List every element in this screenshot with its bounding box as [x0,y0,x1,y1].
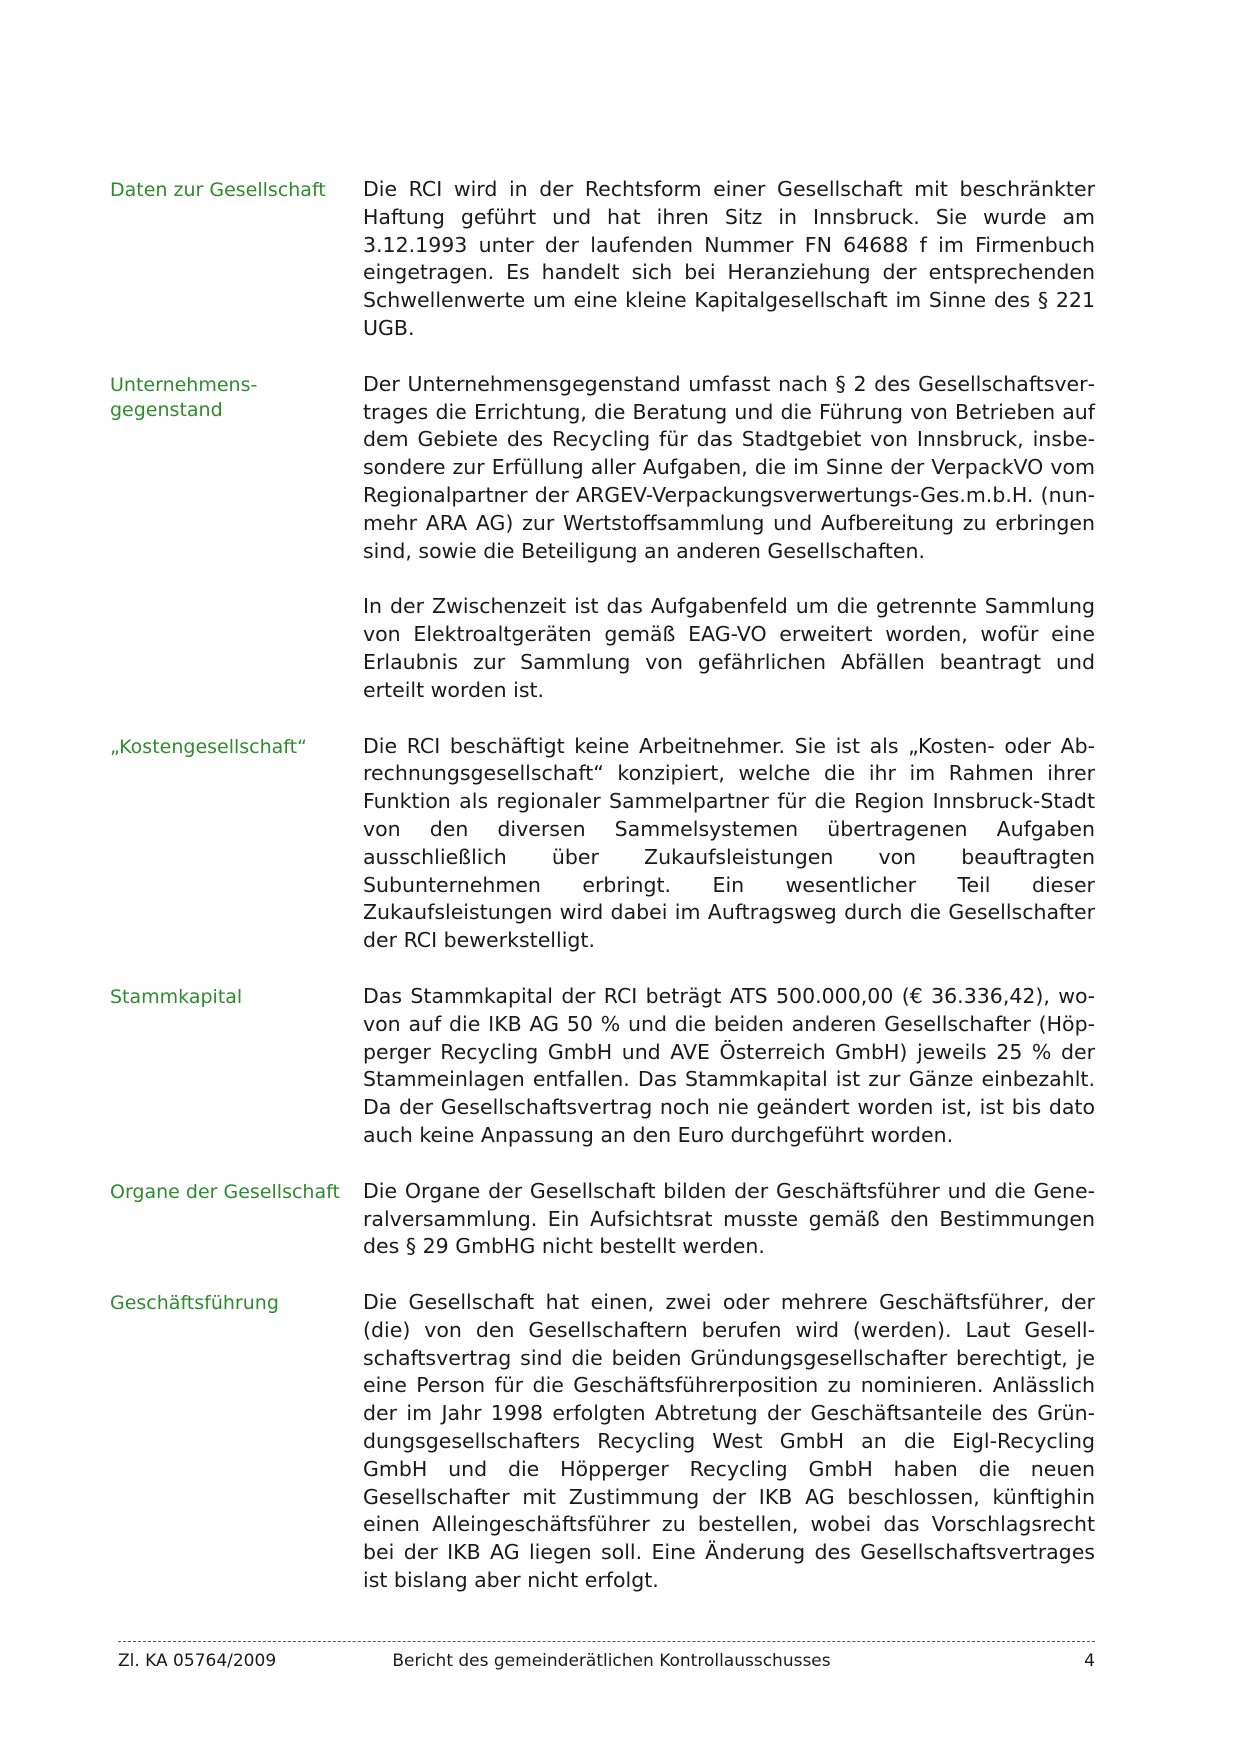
page-footer [118,1650,1095,1678]
paragraph: Die RCI beschäftigt keine Arbeitnehmer. Sie ist als „Kosten- oder Abrechnungsgesellschaft“ konzipiert, welche die ihr im Rahmen ihrer Funktion als regionaler Sammelpartner für die Region Innsbruck-Stadt von den diversen Sammelsystemen übertragenen Aufgaben ausschließlich über Zukaufsleistungen von beauftragten Subunternehmen erbringt. Ein wesentlicher Teil dieser Zukaufsleistungen wird dabei im Auftragsweg durch die Gesellschafter der RCI bewerkstelligt. [363,733,1095,953]
margin-label: „Kostengesellschaft“ [110,735,307,758]
section-geschaeftsfuehrung [110,1289,1095,1595]
paragraph: Die Organe der Gesellschaft bilden der Geschäftsführer und die Generalversammlung. Ein Aufsichtsrat musste gemäß den Bestimmungen des § 29 GmbHG nicht bestellt werden. [363,1178,1095,1259]
footer-reference: Zl. KA 05764/2009 [118,1651,277,1671]
footer-divider [118,1641,1095,1642]
paragraph: Der Unternehmensgegenstand umfasst nach § 2 des Gesellschaftsvertrages die Errichtung, die Beratung und die Führung von Betrieben auf dem Gebiete des Recycling für das Stadtgebiet von Innsbruck, insbesondere zur Erfüllung aller Aufgaben, die im Sinne der VerpackVO vom Regionalpartner der ARGEV-Verpackungsverwertungs-Ges.m.b.H. (nunmehr ARA AG) zur Wertstoffsammlung und Aufbereitung zu erbringen sind, sowie die Beteiligung an anderen Gesellschaften. [363,371,1095,563]
margin-label: Geschäftsführung [110,1292,279,1315]
footer-title: Bericht des gemeinderätlichen Kontrollausschusses [392,1651,831,1671]
section-stammkapital [110,983,1095,1150]
margin-label-empty [110,593,363,704]
section-organe [110,1178,1095,1261]
margin-label [110,371,363,566]
page-number: 4 [1084,1651,1095,1671]
margin-label: Daten zur Gesellschaft [110,179,326,201]
paragraph: Die Gesellschaft hat einen, zwei oder mehrere Geschäftsführer, der (die) von den Gesellschaftern berufen wird (werden). Laut Gesellschaftsvertrag sind die beiden Gründungsgesellschafter berechtigt, je eine Person für die Geschäftsführerposition zu nominieren. Anlässlich der im Jahr 1998 erfolgten Abtretung der Geschäftsanteile des Gründungsgesellschafters Recycling West GmbH an die Eigl-Recycling GmbH und die Höpperger Recycling GmbH haben die neuen Gesellschafter mit Zustimmung der IKB AG beschlossen, künftighin einen Alleingeschäftsführer zu bestellen, wobei das Vorschlagsrecht bei der IKB AG liegen soll. Eine Änderung des Gesellschaftsvertrages ist bislang aber nicht erfolgt. [363,1290,1095,1593]
section-daten [110,176,1095,343]
margin-label: Organe der Gesellschaft [110,1180,340,1203]
margin-label: Stammkapital [110,985,243,1008]
section-unternehmensgegenstand-cont [110,593,1095,704]
paragraph: Das Stammkapital der RCI beträgt ATS 500.000,00 (€ 36.336,42), wovon auf die IKB AG 50 % und die beiden anderen Gesellschafter (Höpperger Recycling GmbH und AVE Österreich GmbH) jeweils 25 % der Stammeinlagen entfallen. Das Stammkapital ist zur Gänze einbezahlt. Da der Gesellschaftsvertrag noch nie geändert worden ist, ist bis dato auch keine Anpassung an den Euro durchgeführt worden. [363,983,1095,1147]
paragraph: Die RCI wird in der Rechtsform einer Gesellschaft mit beschränkter Haftung geführt und hat ihren Sitz in Innsbruck. Sie wurde am 3.12.1993 unter der laufenden Nummer FN 64688 f im Firmenbuch eingetragen. Es handelt sich bei Heranziehung der entsprechenden Schwellenwerte um eine kleine Kapitalgesellschaft im Sinne des § 221 UGB. [363,177,1095,340]
paragraph: In der Zwischenzeit ist das Aufgabenfeld um die getrennte Sammlung von Elektroaltgeräten gemäß EAG-VO erweitert worden, wofür eine Erlaubnis zur Sammlung von gefährlichen Abfällen beantragt und erteilt worden ist. [363,594,1095,702]
margin-label-text: Unternehmens- gegenstand [110,373,258,421]
document-body [110,176,1095,1623]
section-unternehmensgegenstand [110,371,1095,566]
section-kostengesellschaft [110,733,1095,955]
